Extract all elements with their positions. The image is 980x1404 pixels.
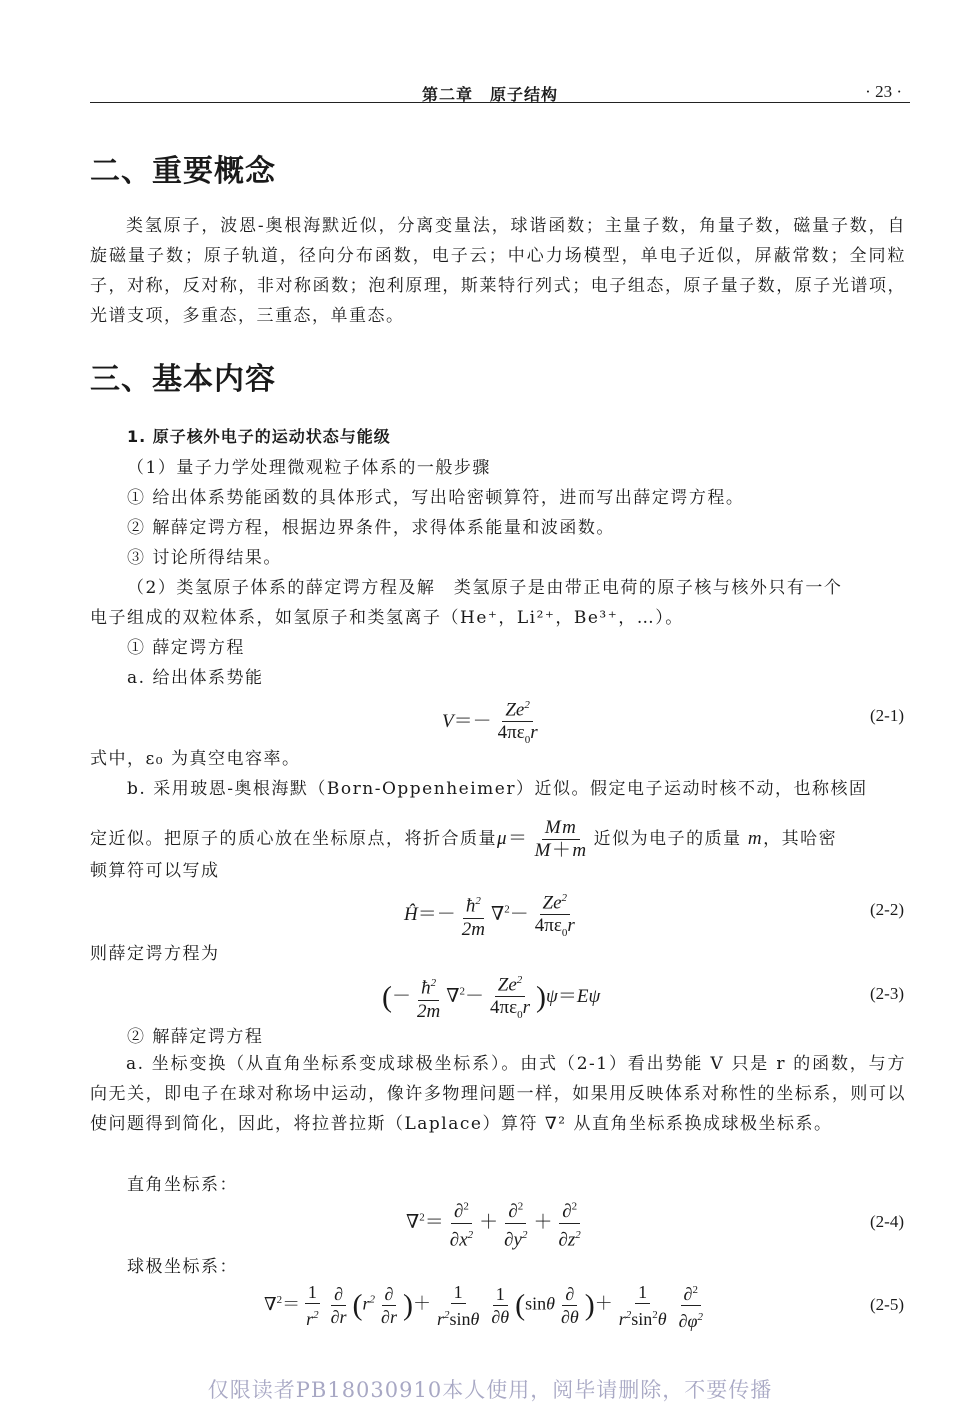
reduced-mass-text-a: 定近似。把原子的质心放在坐标原点，将折合质量 [90, 828, 497, 849]
equation-number: (2-1) [870, 706, 904, 725]
header-rule [90, 102, 910, 103]
hydrogenic-intro-line2: 电子组成的双粒体系，如氢原子和类氢离子（He⁺，Li²⁺，Be³⁺，…）。 [90, 608, 684, 628]
hamiltonian-intro: 顿算符可以写成 [90, 861, 220, 881]
equation-2-5: ∇$^2$＝ $\frac{1}{r^2}$ $\frac{\partial}{\partial r}$ ($r^2$ $\frac{\partial}{\partial r}$ )＋ $\frac{1}{r^2\sin\theta}$ $\frac{1}{\partial\theta}$ (sinθ $\frac{\partial}{\partial\theta}$ )＋ $\frac{1}{r^2\sin^2\theta}$ $\frac{\partial^2}{\partial\varphi^2}$ [264, 1282, 703, 1331]
schrodinger-heading: ① 薛定谔方程 [127, 638, 245, 658]
equation-number: (2-2) [870, 900, 904, 919]
section-heading-content: 三、基本内容 [90, 362, 276, 397]
equation-2-3: (－ $\frac{ħ^2}{2m}$ ∇$^2$－ $\frac{Ze^2}{4\pi\varepsilon_0r}$ )ψ＝Eψ [382, 970, 600, 1025]
equation-number: (2-4) [870, 1212, 904, 1231]
concepts-paragraph: 类氢原子，波恩-奥根海默近似，分离变量法，球谐函数；主量子数，角量子数，磁量子数，自旋磁量子数；原子轨道，径向分布函数，电子云；中心力场模型，单电子近似，屏蔽常数；全同粒子，对称，反对称，非对称函数；泡利原理，斯莱特行列式；电子组态，原子量子数，原子光谱项，光谱支项，多重态，三重态，单重态。 [90, 216, 906, 326]
hydrogenic-intro-line1: （2）类氢原子体系的薛定谔方程及解 类氢原子是由带正电荷的原子核与核外只有一个 [127, 578, 843, 598]
equation-2-4: ∇$^2$＝ $\frac{\partial^2}{\partial x^2}$ ＋ $\frac{\partial^2}{\partial y^2}$ ＋ $\frac{\partial^2}{\partial z^2}$ [406, 1197, 587, 1251]
equation-2-1: V＝－ $\frac{Ze^2}{4\pi\varepsilon_0r}$ [442, 695, 544, 750]
step-1: ① 给出体系势能函数的具体形式，写出哈密顿算符，进而写出薛定谔方程。 [127, 488, 745, 508]
watermark: 仅限读者PB18030910本人使用，阅毕请删除，不要传播 [207, 1378, 773, 1402]
step-3: ③ 讨论所得结果。 [127, 548, 282, 568]
section-heading-concepts: 二、重要概念 [90, 154, 276, 189]
reduced-mass-formula: μ＝ $\frac{Mm}{M+m}$ [497, 817, 588, 861]
running-header-title: 第二章 原子结构 [421, 85, 558, 104]
solve-heading: ② 解薛定谔方程 [127, 1027, 264, 1047]
equation-2-2: Ĥ＝－ $\frac{ħ^2}{2m}$ ∇$^2$－ $\frac{Ze^2}{4\pi\varepsilon_0r}$ [404, 888, 581, 943]
step-2: ② 解薛定谔方程，根据边界条件，求得体系能量和波函数。 [127, 518, 615, 538]
subheading-electron-states: 1. 原子核外电子的运动状态与能级 [127, 427, 391, 446]
potential-heading: a. 给出体系势能 [127, 668, 264, 688]
coordinate-transform-paragraph: a. 坐标变换（从直角坐标系变成球极坐标系）。由式（2-1）看出势能 V 只是 r 的函数，与方向无关，即电子在球对称场中运动，像许多物理问题一样，如果用反映体系对称性的坐标系，则可以使问题得到简化，因此，将拉普拉斯（Laplace）算符 ∇² 从直角坐标系换成球极坐标系。 [90, 1054, 906, 1134]
reduced-mass-text-c: ，其哈密 [763, 828, 838, 849]
page-number: · 23 · [865, 82, 902, 101]
schrodinger-intro: 则薛定谔方程为 [90, 944, 220, 964]
equation-number: (2-5) [870, 1295, 904, 1314]
reduced-mass-text-b: 近似为电子的质量 [593, 828, 742, 849]
born-oppenheimer-line1: b. 采用玻恩-奥根海默（Born-Oppenheimer）近似。假定电子运动时核不动，也称核固 [127, 779, 868, 799]
cartesian-label: 直角坐标系： [127, 1175, 238, 1195]
spherical-label: 球极坐标系： [127, 1257, 238, 1277]
reduced-mass-line: 定近似。把原子的质心放在坐标原点，将折合质量μ＝ $\frac{Mm}{M+m}$ 近似为电子的质量 m，其哈密 [90, 817, 838, 861]
step-heading: （1）量子力学处理微观粒子体系的一般步骤 [127, 458, 491, 478]
epsilon-note: 式中，ε₀ 为真空电容率。 [90, 749, 301, 769]
equation-number: (2-3) [870, 984, 904, 1003]
